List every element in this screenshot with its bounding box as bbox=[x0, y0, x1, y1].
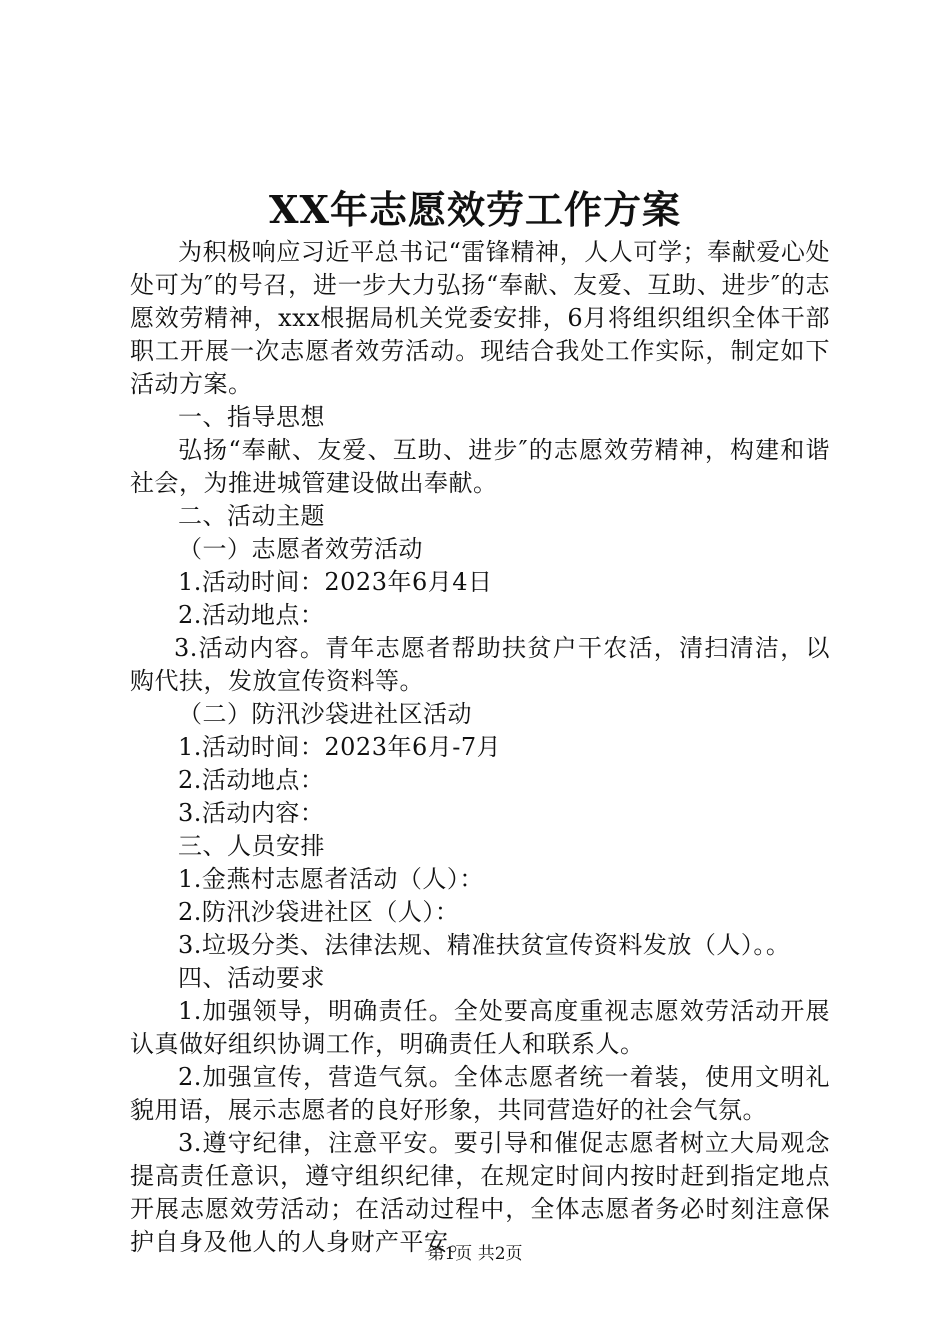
list-item: 1.活动时间：2023年6月4日 bbox=[178, 568, 493, 596]
section-heading-guiding-thought: 一、指导思想 bbox=[178, 403, 325, 431]
guiding-thought-paragraph: 弘扬“奉献、友爱、互助、进步″的志愿效劳精神，构建和谐社会，为推进城管建设做出奉献。 bbox=[130, 436, 830, 497]
subsection-flood-sandbag: （二）防汛沙袋进社区活动 bbox=[178, 700, 472, 728]
list-item: 1.加强领导，明确责任。全处要高度重视志愿效劳活动开展认真做好组织协调工作，明确责任人和联系人。 bbox=[130, 997, 830, 1058]
section-heading-staffing: 三、人员安排 bbox=[178, 832, 325, 860]
section-heading-requirements: 四、活动要求 bbox=[178, 964, 325, 992]
section-heading-activity-theme: 二、活动主题 bbox=[178, 502, 325, 530]
list-item: 1.金燕村志愿者活动（人）： bbox=[178, 865, 484, 893]
list-item: 3.活动内容。青年志愿者帮助扶贫户干农活，清扫清洁，以购代扶，发放宣传资料等。 bbox=[130, 634, 830, 695]
document-body bbox=[130, 236, 830, 1259]
list-item: 2.活动地点： bbox=[178, 766, 325, 794]
page-footer: 第1页 共2页 bbox=[427, 1244, 523, 1264]
list-item: 2.防汛沙袋进社区（人）： bbox=[178, 898, 460, 926]
list-item: 1.活动时间：2023年6月-7月 bbox=[178, 733, 502, 761]
list-item: 3.遵守纪律，注意平安。要引导和催促志愿者树立大局观念提高责任意识，遵守组织纪律，在规定时间内按时赶到指定地点开展志愿效劳活动；在活动过程中，全体志愿者务必时刻注意保护自身及他人的人身财产平安。 bbox=[130, 1129, 830, 1256]
list-item: 2.加强宣传，营造气氛。全体志愿者统一着装，使用文明礼貌用语，展示志愿者的良好形象，共同营造好的社会气氛。 bbox=[130, 1063, 830, 1124]
list-item: 2.活动地点： bbox=[178, 601, 325, 629]
list-item: 3.垃圾分类、法律法规、精准扶贫宣传资料发放（人）。。 bbox=[178, 931, 791, 959]
list-item: 3.活动内容： bbox=[178, 799, 325, 827]
subsection-volunteer-service: （一）志愿者效劳活动 bbox=[178, 535, 423, 563]
intro-paragraph: 为积极响应习近平总书记“雷锋精神，人人可学；奉献爱心处处可为″的号召，进一步大力弘扬“奉献、友爱、互助、进步″的志愿效劳精神，xxx根据局机关党委安排，6月将组织组织全体干部职工开展一次志愿者效劳活动。现结合我处工作实际，制定如下活动方案。 bbox=[130, 238, 830, 398]
document-title: XX年志愿效劳工作方案 bbox=[269, 187, 681, 232]
